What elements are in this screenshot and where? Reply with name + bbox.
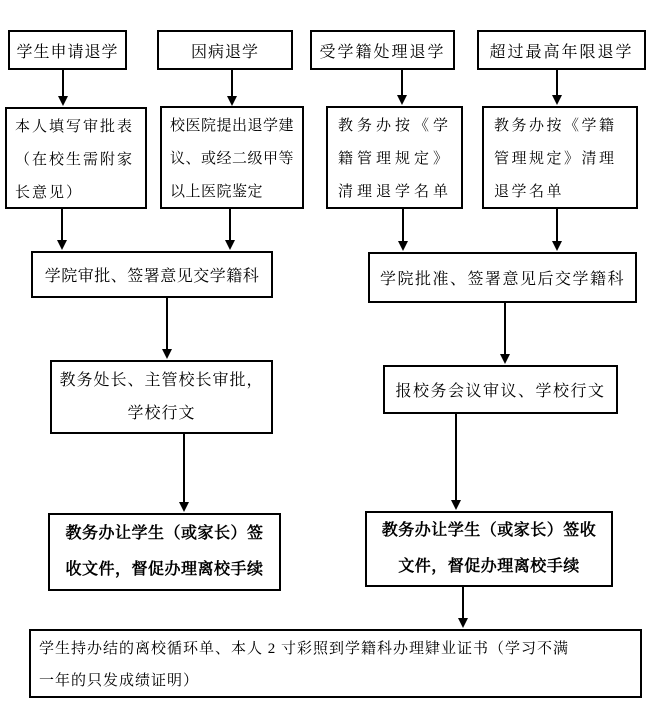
node-text: 议、或经二级甲等 <box>170 151 295 167</box>
arrow-head-icon <box>225 240 235 250</box>
arrow-head-icon <box>398 241 408 251</box>
arrow-head-icon <box>179 502 189 512</box>
flow-arrow-hospital-to-college-left <box>225 209 235 250</box>
node-sign-receive-left <box>48 513 281 591</box>
node-text: 教务处长、主管校长审批， <box>59 372 264 389</box>
arrow-head-icon <box>500 354 510 364</box>
node-college-approve-right <box>368 252 637 303</box>
arrow-shaft <box>504 303 506 354</box>
arrow-head-icon <box>162 349 172 359</box>
flow-arrow-illness-to-hospital <box>227 70 237 106</box>
node-school-council-review <box>383 365 618 414</box>
arrow-shaft <box>231 70 233 96</box>
node-text: 学生申请退学 <box>16 43 119 61</box>
node-text: 籍管理规定》 <box>338 151 453 167</box>
arrow-shaft <box>229 209 231 240</box>
node-status-processing-withdrawal <box>310 30 455 70</box>
node-hospital-suggestion <box>160 106 304 209</box>
node-illness-withdrawal <box>157 30 293 70</box>
node-text: 教务办让学生（或家长）签收 <box>381 522 597 539</box>
flow-arrow-office-left-to-college-right <box>398 209 408 251</box>
arrow-shaft <box>556 70 558 95</box>
node-text: 长意见） <box>15 185 84 201</box>
node-office-clear-list-right <box>482 106 638 209</box>
node-text: 校医院提出退学建 <box>170 118 295 134</box>
node-college-approve-left <box>31 251 273 298</box>
arrow-shaft <box>166 298 168 349</box>
arrow-head-icon <box>58 96 68 106</box>
node-text: （在校生需附家 <box>15 152 135 168</box>
flow-arrow-college-left-to-dean <box>162 298 172 359</box>
arrow-head-icon <box>227 96 237 106</box>
node-text: 教务办让学生（或家长）签 <box>65 525 264 542</box>
node-dean-president-approve <box>50 360 273 434</box>
node-text: 一年的只发成绩证明） <box>39 673 200 689</box>
arrow-head-icon <box>552 241 562 251</box>
arrow-head-icon <box>57 240 67 250</box>
flow-arrow-sign-right-to-final <box>458 587 468 628</box>
arrow-shaft <box>62 70 64 96</box>
node-text: 本人填写审批表 <box>15 119 135 135</box>
arrow-head-icon <box>397 95 407 105</box>
node-text: 教务办按《学籍 <box>494 118 617 134</box>
node-text: 清理退学名单 <box>338 184 453 200</box>
flow-arrow-dean-to-sign-left <box>179 434 189 512</box>
node-text: 学院审批、签署意见交学籍科 <box>44 268 260 285</box>
arrow-shaft <box>183 434 185 502</box>
flow-arrow-college-right-to-council <box>500 303 510 364</box>
node-text: 报校务会议审议、学校行文 <box>395 383 606 400</box>
node-text: 文件，督促办理离校手续 <box>398 558 580 575</box>
node-text: 受学籍处理退学 <box>319 43 446 61</box>
node-text: 学校行文 <box>127 405 196 422</box>
arrow-shaft <box>455 414 457 500</box>
node-office-clear-list-left <box>326 106 463 209</box>
flow-arrow-office-right-to-college-right <box>552 209 562 251</box>
arrow-shaft <box>61 209 63 240</box>
flow-arrow-status-to-office-left <box>397 70 407 105</box>
flow-arrow-maxyears-to-office-right <box>552 70 562 105</box>
flow-arrow-student-apply-to-fill-form <box>58 70 68 106</box>
arrow-shaft <box>402 209 404 241</box>
node-text: 退学名单 <box>494 184 565 200</box>
node-fill-approval-form <box>5 107 147 209</box>
node-student-apply <box>8 30 127 70</box>
node-final-certificate <box>29 629 642 698</box>
node-text: 因病退学 <box>190 43 259 61</box>
node-text: 以上医院鉴定 <box>170 184 264 200</box>
flow-arrow-council-to-sign-right <box>451 414 461 510</box>
node-text: 收文件，督促办理离校手续 <box>65 561 264 578</box>
node-sign-receive-right <box>365 511 613 587</box>
node-text: 超过最高年限退学 <box>489 43 634 61</box>
node-text: 学院批准、签署意见后交学籍科 <box>379 271 625 288</box>
arrow-head-icon <box>451 500 461 510</box>
node-text: 管理规定》清理 <box>494 151 617 167</box>
arrow-head-icon <box>552 95 562 105</box>
arrow-shaft <box>462 587 464 618</box>
node-max-years-withdrawal <box>477 30 646 70</box>
node-text: 学生持办结的离校循环单、本人 2 寸彩照到学籍科办理肄业证书（学习不满 <box>39 641 570 657</box>
flow-arrow-fill-form-to-college-left <box>57 209 67 250</box>
arrow-head-icon <box>458 618 468 628</box>
arrow-shaft <box>556 209 558 241</box>
node-text: 教务办按《学 <box>338 118 453 134</box>
arrow-shaft <box>401 70 403 95</box>
